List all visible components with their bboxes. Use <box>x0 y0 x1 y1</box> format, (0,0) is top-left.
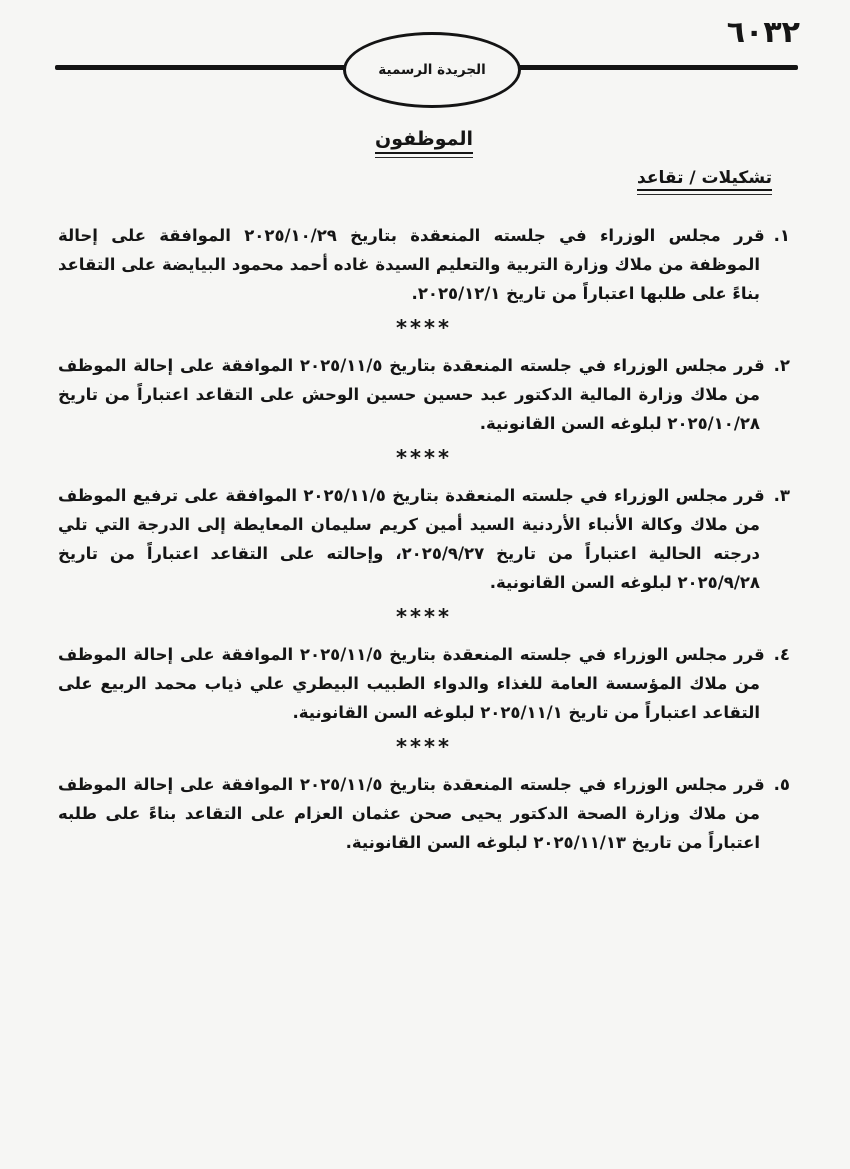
item-number: ٥. <box>773 775 790 794</box>
decree-item-4 <box>58 640 790 727</box>
item-number: ٣. <box>773 486 790 505</box>
item-text: قرر مجلس الوزراء في جلسته المنعقدة بتاريخ ٢٠٢٥/١٠/٢٩ الموافقة على إحالة الموظفة من ملاك وزارة التربية والتعليم السيدة غاده أحمد محمود البيايضة على التقاعد بناءً على طلبها اعتباراً من تاريخ ٢٠٢٥/١٢/١. <box>58 226 765 303</box>
separator: **** <box>396 735 452 759</box>
decree-item-1 <box>58 221 790 308</box>
page-content <box>58 118 790 857</box>
gazette-banner-text: الجريدة الرسمية <box>378 62 486 78</box>
gazette-banner-ellipse <box>343 32 521 108</box>
decree-item-5 <box>58 770 790 857</box>
item-text: قرر مجلس الوزراء في جلسته المنعقدة بتاريخ ٢٠٢٥/١١/٥ الموافقة على إحالة الموظف من ملاك المؤسسة العامة للغذاء والدواء الطبيب البيطري علي ذياب محمد الربيع على التقاعد اعتباراً من تاريخ ٢٠٢٥/١١/١ لبلوغه السن القانونية. <box>58 645 765 722</box>
separator: **** <box>396 605 452 629</box>
decree-item-2 <box>58 351 790 438</box>
decree-item-3 <box>58 481 790 597</box>
item-number: ١. <box>773 226 790 245</box>
separator: **** <box>396 446 452 470</box>
item-number: ٤. <box>773 645 790 664</box>
item-text: قرر مجلس الوزراء في جلسته المنعقدة بتاريخ ٢٠٢٥/١١/٥ الموافقة على إحالة الموظف من ملاك وزارة الصحة الدكتور يحيى صحن عثمان العزام على التقاعد بناءً على طلبه اعتباراً من تاريخ ٢٠٢٥/١١/١٣ لبلوغه السن القانونية. <box>58 775 765 852</box>
item-number: ٢. <box>773 356 790 375</box>
page-number: ٦٠٣٢ <box>726 15 800 50</box>
section-title: تشكيلات / تقاعد <box>58 168 772 196</box>
item-text: قرر مجلس الوزراء في جلسته المنعقدة بتاريخ ٢٠٢٥/١١/٥ الموافقة على إحالة الموظف من ملاك وزارة المالية الدكتور عبد حسين حسين الوحش على التقاعد اعتباراً من تاريخ ٢٠٢٥/١٠/٢٨ لبلوغه السن القانونية. <box>58 356 765 433</box>
item-text: قرر مجلس الوزراء في جلسته المنعقدة بتاريخ ٢٠٢٥/١١/٥ الموافقة على ترفيع الموظف من ملاك وكالة الأنباء الأردنية السيد أمين كريم سليمان المعايطة إلى الدرجة التي تلي درجته الحالية اعتباراً من تاريخ ٢٠٢٥/٩/٢٧، وإحالته على التقاعد اعتباراً من تاريخ ٢٠٢٥/٩/٢٨ لبلوغه السن القانونية. <box>58 486 765 592</box>
separator: **** <box>396 316 452 340</box>
page-title: الموظفون <box>58 128 790 158</box>
